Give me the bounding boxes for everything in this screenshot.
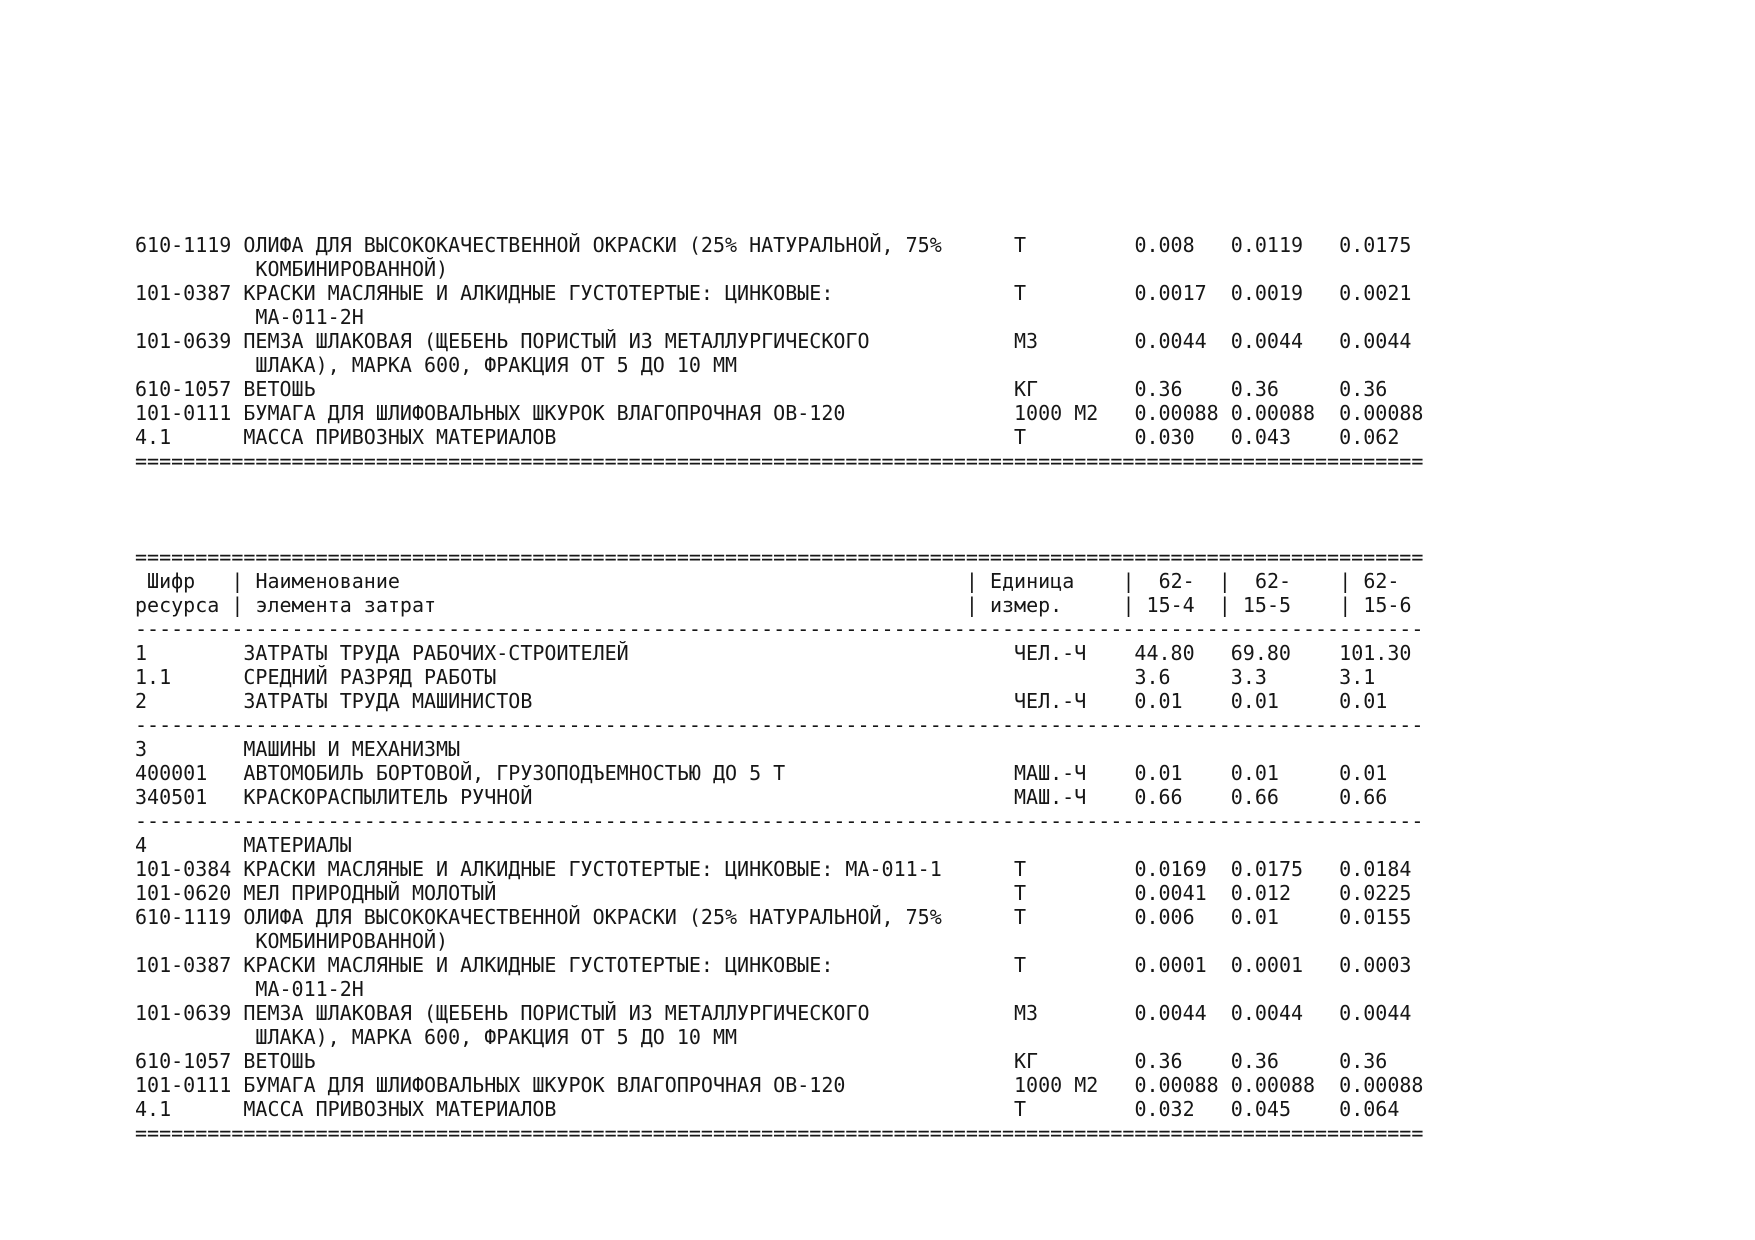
resource-row-line <box>135 905 1423 929</box>
resource-code: 610-1057 <box>135 1049 232 1073</box>
resource-value: 0.0155 <box>1339 905 1412 929</box>
resource-value: 0.062 <box>1339 425 1400 449</box>
resource-row-line <box>135 881 1423 905</box>
resource-unit: М3 <box>1014 329 1039 353</box>
resource-name: МАТЕРИАЛЫ <box>243 833 352 857</box>
separator-double: =========================================================================================================== <box>135 1121 1424 1145</box>
resource-row-line <box>135 689 1423 713</box>
resource-value: 0.00088 <box>1134 1073 1219 1097</box>
resource-value: 0.0021 <box>1339 281 1412 305</box>
resource-value: 0.01 <box>1230 905 1279 929</box>
resource-row-line <box>135 641 1423 665</box>
header-estimate-code: 15-5 <box>1242 593 1292 617</box>
resource-unit: Т <box>1014 425 1027 449</box>
resource-unit: КГ <box>1014 1049 1039 1073</box>
resource-row-line <box>135 233 1423 257</box>
resource-value: 0.0175 <box>1339 233 1412 257</box>
resource-code: 610-1119 <box>135 233 232 257</box>
resource-value: 0.0001 <box>1230 953 1304 977</box>
resource-row-line <box>135 785 1423 809</box>
resource-code: 1.1 <box>135 665 172 689</box>
resource-row-wrap-line <box>135 257 1423 281</box>
resource-code: 4.1 <box>135 1097 172 1121</box>
resource-name-continued: КОМБИНИРОВАННОЙ) <box>255 257 449 281</box>
separator-dashed: ----------------------------------------------------------------------------------------------------------- <box>135 809 1424 833</box>
header-bar: | <box>1339 593 1352 617</box>
continuation-table <box>135 233 1423 497</box>
resource-name: КРАСКОРАСПЫЛИТЕЛЬ РУЧНОЙ <box>243 785 533 809</box>
resource-name-continued: ШЛАКА), МАРКА 600, ФРАКЦИЯ ОТ 5 ДО 10 ММ <box>255 1025 738 1049</box>
resource-unit: МАШ.-Ч <box>1014 761 1087 785</box>
resource-value: 0.0119 <box>1230 233 1304 257</box>
resource-code: 3 <box>135 737 148 761</box>
resource-name: СРЕДНИЙ РАЗРЯД РАБОТЫ <box>243 665 497 689</box>
resource-code: 101-0620 <box>135 881 232 905</box>
resource-value: 0.0184 <box>1339 857 1412 881</box>
resource-value: 0.0003 <box>1339 953 1412 977</box>
resource-value: 0.0017 <box>1134 281 1207 305</box>
resource-code: 1 <box>135 641 148 665</box>
separator-double: =========================================================================================================== <box>135 449 1424 473</box>
resource-value: 0.0019 <box>1230 281 1304 305</box>
blank-line <box>135 473 1423 497</box>
resource-value: 0.36 <box>1230 1049 1279 1073</box>
header-bar: | <box>231 593 244 617</box>
resource-row-line <box>135 857 1423 881</box>
resource-unit: Т <box>1014 281 1027 305</box>
resource-unit: Т <box>1014 953 1027 977</box>
resource-value: 0.0169 <box>1134 857 1207 881</box>
resource-name: КРАСКИ МАСЛЯНЫЕ И АЛКИДНЫЕ ГУСТОТЕРТЫЕ: ЦИНКОВЫЕ: <box>243 281 834 305</box>
table-header-line <box>135 569 1423 593</box>
cost-estimate-report <box>135 185 1423 1169</box>
resource-value: 101.30 <box>1339 641 1412 665</box>
resource-unit: 1000 М2 <box>1014 1073 1099 1097</box>
header-bar: | <box>1122 569 1135 593</box>
resource-unit: Т <box>1014 905 1027 929</box>
table-header-line <box>135 593 1423 617</box>
resource-value: 0.006 <box>1134 905 1195 929</box>
resource-unit: Т <box>1014 857 1027 881</box>
resource-row-line <box>135 425 1423 449</box>
resource-unit: М3 <box>1014 1001 1039 1025</box>
resource-value: 0.00088 <box>1339 401 1424 425</box>
separator-dashed: ----------------------------------------------------------------------------------------------------------- <box>135 713 1424 737</box>
resource-row-line <box>135 329 1423 353</box>
resource-name: КРАСКИ МАСЛЯНЫЕ И АЛКИДНЫЕ ГУСТОТЕРТЫЕ: ЦИНКОВЫЕ: <box>243 953 834 977</box>
resource-name: ВЕТОШЬ <box>243 1049 316 1073</box>
resource-value: 3.6 <box>1134 665 1171 689</box>
resource-row-wrap-line <box>135 305 1423 329</box>
header-estimate-code: 62- <box>1158 569 1195 593</box>
resource-row-line <box>135 377 1423 401</box>
resource-value: 0.66 <box>1339 785 1388 809</box>
header-estimate-code: 62- <box>1363 569 1400 593</box>
resource-value: 44.80 <box>1134 641 1195 665</box>
resource-row-line <box>135 737 1423 761</box>
header-estimate-code: 62- <box>1254 569 1292 593</box>
resource-name: ОЛИФА ДЛЯ ВЫСОКОКАЧЕСТВЕННОЙ ОКРАСКИ (25% НАТУРАЛЬНОЙ, 75% <box>243 233 942 257</box>
resource-value: 0.030 <box>1134 425 1195 449</box>
resource-row-wrap-line <box>135 977 1423 1001</box>
header-bar: | <box>1218 569 1231 593</box>
resource-code: 2 <box>135 689 148 713</box>
resource-name-continued: МА-011-2Н <box>255 305 364 329</box>
resource-name: ВЕТОШЬ <box>243 377 316 401</box>
resource-name: МАССА ПРИВОЗНЫХ МАТЕРИАЛОВ <box>243 425 557 449</box>
resource-code: 101-0639 <box>135 1001 232 1025</box>
resource-name: ЗАТРАТЫ ТРУДА МАШИНИСТОВ <box>243 689 533 713</box>
resource-unit: КГ <box>1014 377 1039 401</box>
resource-value: 69.80 <box>1230 641 1291 665</box>
resource-name-continued: КОМБИНИРОВАННОЙ) <box>255 929 449 953</box>
resource-value: 0.0044 <box>1230 1001 1304 1025</box>
resource-value: 0.012 <box>1230 881 1291 905</box>
resource-value: 0.01 <box>1230 761 1279 785</box>
resource-value: 0.043 <box>1230 425 1291 449</box>
resource-name: МАШИНЫ И МЕХАНИЗМЫ <box>243 737 461 761</box>
resource-code: 4 <box>135 833 148 857</box>
resource-code: 101-0111 <box>135 1073 232 1097</box>
resource-row-line <box>135 833 1423 857</box>
resource-unit: Т <box>1014 881 1027 905</box>
resource-value: 0.01 <box>1134 761 1183 785</box>
resource-row-wrap-line <box>135 353 1423 377</box>
resource-code: 340501 <box>135 785 208 809</box>
resource-value: 0.36 <box>1134 1049 1183 1073</box>
resource-row-wrap-line <box>135 1025 1423 1049</box>
resource-value: 0.0044 <box>1134 1001 1207 1025</box>
separator-double: =========================================================================================================== <box>135 545 1424 569</box>
resource-code: 101-0639 <box>135 329 232 353</box>
header-bar: | <box>1339 569 1352 593</box>
resource-value: 0.0044 <box>1134 329 1207 353</box>
resource-value: 0.032 <box>1134 1097 1195 1121</box>
separator-dashed: ----------------------------------------------------------------------------------------------------------- <box>135 617 1424 641</box>
resource-value: 0.0044 <box>1339 1001 1412 1025</box>
resource-value: 0.36 <box>1339 1049 1388 1073</box>
resource-value: 0.36 <box>1230 377 1279 401</box>
resource-value: 0.36 <box>1134 377 1183 401</box>
resource-value: 0.00088 <box>1230 1073 1316 1097</box>
header-name-label: Наименование <box>255 569 400 593</box>
resource-value: 0.045 <box>1230 1097 1291 1121</box>
resource-row-line <box>135 665 1423 689</box>
resource-value: 0.0225 <box>1339 881 1412 905</box>
header-name-label: элемента затрат <box>255 593 437 617</box>
header-bar: | <box>965 569 978 593</box>
resource-code: 101-0387 <box>135 953 232 977</box>
resource-row-wrap-line <box>135 929 1423 953</box>
resource-value: 0.00088 <box>1230 401 1316 425</box>
resource-row-line <box>135 1001 1423 1025</box>
resource-value: 0.01 <box>1134 689 1183 713</box>
resource-name: АВТОМОБИЛЬ БОРТОВОЙ, ГРУЗОПОДЪЕМНОСТЬЮ ДО 5 Т <box>243 761 786 785</box>
resource-value: 0.66 <box>1134 785 1183 809</box>
resource-code: 101-0111 <box>135 401 232 425</box>
resource-row-line <box>135 761 1423 785</box>
resource-name-continued: ШЛАКА), МАРКА 600, ФРАКЦИЯ ОТ 5 ДО 10 ММ <box>255 353 738 377</box>
header-code-label: Шифр <box>147 569 196 593</box>
header-unit-label: измер. <box>989 593 1063 617</box>
resource-unit: Т <box>1014 233 1027 257</box>
resource-value: 0.00088 <box>1339 1073 1424 1097</box>
header-bar: | <box>965 593 978 617</box>
header-estimate-code: 15-4 <box>1146 593 1195 617</box>
resource-row-line <box>135 1073 1423 1097</box>
resource-value: 0.00088 <box>1134 401 1219 425</box>
resource-unit: 1000 М2 <box>1014 401 1099 425</box>
header-unit-label: Единица <box>989 569 1075 593</box>
header-code-label: ресурса <box>135 593 220 617</box>
header-bar: | <box>231 569 244 593</box>
resource-name: МАССА ПРИВОЗНЫХ МАТЕРИАЛОВ <box>243 1097 557 1121</box>
resource-row-line <box>135 1049 1423 1073</box>
resource-value: 0.0044 <box>1339 329 1412 353</box>
resource-value: 3.1 <box>1339 665 1376 689</box>
resource-row-line <box>135 281 1423 305</box>
resource-code: 610-1119 <box>135 905 232 929</box>
resource-value: 0.008 <box>1134 233 1195 257</box>
resource-value: 0.01 <box>1339 761 1388 785</box>
resource-name: ПЕМЗА ШЛАКОВАЯ (ЩЕБЕНЬ ПОРИСТЫЙ ИЗ МЕТАЛЛУРГИЧЕСКОГО <box>243 329 870 353</box>
resource-value: 0.0175 <box>1230 857 1304 881</box>
header-bar: | <box>1122 593 1135 617</box>
resource-value: 0.0041 <box>1134 881 1207 905</box>
resource-code: 101-0387 <box>135 281 232 305</box>
resource-name-continued: МА-011-2Н <box>255 977 364 1001</box>
resource-name: ЗАТРАТЫ ТРУДА РАБОЧИХ-СТРОИТЕЛЕЙ <box>243 641 629 665</box>
resource-name: КРАСКИ МАСЛЯНЫЕ И АЛКИДНЫЕ ГУСТОТЕРТЫЕ: ЦИНКОВЫЕ: МА-011-1 <box>243 857 942 881</box>
resource-value: 0.66 <box>1230 785 1279 809</box>
resource-value: 0.064 <box>1339 1097 1400 1121</box>
resource-value: 0.0001 <box>1134 953 1207 977</box>
resource-name: БУМАГА ДЛЯ ШЛИФОВАЛЬНЫХ ШКУРОК ВЛАГОПРОЧНАЯ ОВ-120 <box>243 401 846 425</box>
resource-value: 0.01 <box>1339 689 1388 713</box>
resource-code: 610-1057 <box>135 377 232 401</box>
resource-value: 0.01 <box>1230 689 1279 713</box>
resource-row-line <box>135 953 1423 977</box>
resource-unit: МАШ.-Ч <box>1014 785 1087 809</box>
resource-name: МЕЛ ПРИРОДНЫЙ МОЛОТЫЙ <box>243 881 497 905</box>
resource-name: БУМАГА ДЛЯ ШЛИФОВАЛЬНЫХ ШКУРОК ВЛАГОПРОЧНАЯ ОВ-120 <box>243 1073 846 1097</box>
resource-unit: Т <box>1014 1097 1027 1121</box>
resource-code: 400001 <box>135 761 208 785</box>
resource-unit: ЧЕЛ.-Ч <box>1014 641 1087 665</box>
resource-unit: ЧЕЛ.-Ч <box>1014 689 1087 713</box>
resource-row-line <box>135 401 1423 425</box>
resource-name: ПЕМЗА ШЛАКОВАЯ (ЩЕБЕНЬ ПОРИСТЫЙ ИЗ МЕТАЛЛУРГИЧЕСКОГО <box>243 1001 870 1025</box>
header-bar: | <box>1218 593 1231 617</box>
resource-value: 0.0044 <box>1230 329 1304 353</box>
resource-code: 101-0384 <box>135 857 232 881</box>
resource-row-line <box>135 1097 1423 1121</box>
resources-table <box>135 545 1423 1145</box>
resource-code: 4.1 <box>135 425 172 449</box>
header-estimate-code: 15-6 <box>1363 593 1412 617</box>
resource-value: 3.3 <box>1230 665 1267 689</box>
resource-name: ОЛИФА ДЛЯ ВЫСОКОКАЧЕСТВЕННОЙ ОКРАСКИ (25% НАТУРАЛЬНОЙ, 75% <box>243 905 942 929</box>
resource-value: 0.36 <box>1339 377 1388 401</box>
